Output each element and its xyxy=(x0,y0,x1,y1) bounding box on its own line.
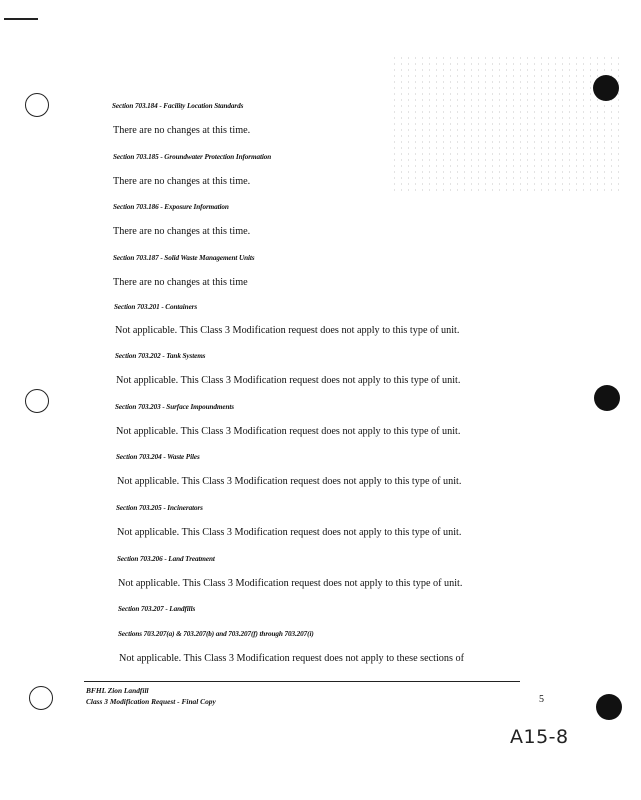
section-text: Not applicable. This Class 3 Modification request does not apply to this type of unit. xyxy=(115,325,460,336)
section-heading: Section 703.204 - Waste Piles xyxy=(116,453,200,461)
binder-hole-icon xyxy=(25,93,49,117)
punch-hole-icon xyxy=(593,75,619,101)
section-heading: Section 703.203 - Surface Impoundments xyxy=(115,403,234,411)
section-heading: Section 703.207 - Landfills xyxy=(118,605,196,613)
section-subheading: Sections 703.207(a) & 703.207(b) and 703.207(f) through 703.207(i) xyxy=(118,630,314,638)
section-heading: Section 703.184 - Facility Location Standards xyxy=(112,102,244,110)
punch-hole-icon xyxy=(596,694,622,720)
section-text: Not applicable. This Class 3 Modification request does not apply to this type of unit. xyxy=(116,375,461,386)
handwritten-note: A15-8 xyxy=(510,726,569,748)
scan-speckle xyxy=(391,55,621,195)
section-text: Not applicable. This Class 3 Modification request does not apply to this type of unit. xyxy=(117,476,462,487)
section-heading: Section 703.185 - Groundwater Protection Information xyxy=(113,153,272,161)
section-text: There are no changes at this time. xyxy=(113,176,251,187)
scan-mark xyxy=(4,18,38,20)
section-heading: Section 703.186 - Exposure Information xyxy=(113,203,229,211)
section-text: There are no changes at this time. xyxy=(113,226,251,237)
section-heading: Section 703.202 - Tank Systems xyxy=(115,352,206,360)
footer-subtitle: Class 3 Modification Request - Final Copy xyxy=(86,697,216,706)
section-text: Not applicable. This Class 3 Modification request does not apply to this type of unit. xyxy=(116,426,461,437)
binder-hole-icon xyxy=(25,389,49,413)
punch-hole-icon xyxy=(594,385,620,411)
section-text: Not applicable. This Class 3 Modification request does not apply to this type of unit. xyxy=(118,578,463,589)
footer-rule xyxy=(84,681,520,682)
section-text: There are no changes at this time. xyxy=(113,125,251,136)
footer-title: BFHL Zion Landfill xyxy=(86,686,149,695)
section-text: Not applicable. This Class 3 Modification request does not apply to these sections of xyxy=(119,653,464,664)
section-text: There are no changes at this time xyxy=(113,277,248,288)
section-heading: Section 703.201 - Containers xyxy=(114,303,198,311)
section-heading: Section 703.206 - Land Treatment xyxy=(117,555,215,563)
section-heading: Section 703.205 - Incinerators xyxy=(116,504,203,512)
section-text: Not applicable. This Class 3 Modification request does not apply to this type of unit. xyxy=(117,527,462,538)
binder-hole-icon xyxy=(29,686,53,710)
section-heading: Section 703.187 - Solid Waste Management Units xyxy=(113,254,255,262)
page-number: 5 xyxy=(539,694,544,705)
